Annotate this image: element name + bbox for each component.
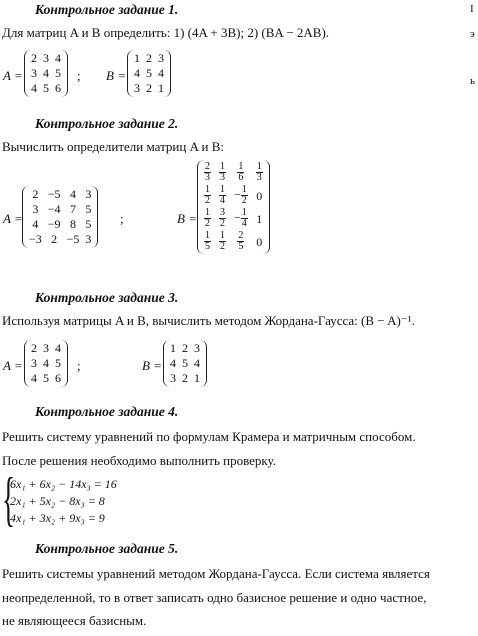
- matrix-cell: 3: [170, 371, 176, 385]
- matrix-cell: [215, 184, 230, 207]
- matrix-cell: 3: [194, 341, 200, 355]
- matrix-cell: −5: [66, 232, 80, 246]
- matrix-cell: 4: [31, 81, 37, 95]
- task1-heading: Контрольное задание 1.: [35, 2, 179, 17]
- matrix-row: [28, 356, 64, 371]
- edge-glyph-2: э: [470, 28, 475, 40]
- task1-matrix-a: [24, 50, 68, 97]
- matrix-cell: 5: [55, 356, 61, 370]
- edge-glyph-1: I: [470, 3, 474, 15]
- matrix-row: [200, 207, 267, 230]
- matrix-cell: 4: [43, 356, 49, 370]
- matrix-cell: −5: [47, 187, 61, 201]
- matrix-cell: 3: [31, 356, 37, 370]
- matrix-cell: 2: [32, 187, 39, 201]
- matrix-cell: 2: [31, 341, 37, 355]
- matrix-cell: 5: [55, 66, 61, 80]
- matrix-cell: 5: [182, 356, 188, 370]
- fraction: $\frac{1}{3}$: [256, 161, 262, 183]
- matrix-cell: 6: [55, 371, 61, 385]
- fraction: $\frac{1}{2}$: [220, 230, 225, 252]
- matrix-cell: −4: [47, 202, 61, 216]
- matrix-row: [131, 81, 167, 96]
- matrix-row: [131, 66, 167, 81]
- matrix-row: [200, 230, 267, 253]
- matrix-cell: [230, 230, 252, 253]
- matrix-cell: 4: [31, 371, 37, 385]
- matrix-cell: 2: [146, 81, 152, 95]
- task3-statement: Используя матрицы A и B, вычислить методом Жордана-Гаусса: (B − A)⁻¹.: [2, 313, 415, 328]
- task1-b-label: B =: [106, 68, 126, 83]
- matrix-row: [26, 232, 94, 247]
- matrix-cell: 1: [134, 51, 140, 65]
- matrix-row: [28, 371, 64, 386]
- matrix-cell: 3: [85, 232, 92, 246]
- fraction: $\frac{1}{2}$: [241, 184, 247, 206]
- matrix-cell: 3: [32, 202, 39, 216]
- matrix-row: [131, 51, 167, 66]
- equation-2: 2x₁ + 5x₂ − 8x₃ = 8: [10, 494, 105, 508]
- matrix-row: [26, 187, 94, 202]
- matrix-cell: [215, 207, 230, 230]
- matrix-cell: 5: [146, 66, 152, 80]
- matrix-cell: 5: [43, 371, 49, 385]
- matrix-cell: 4: [69, 187, 76, 201]
- matrix-row: [26, 202, 94, 217]
- matrix-cell: [230, 161, 252, 184]
- matrix-cell: 2: [182, 371, 188, 385]
- task2-statement: Вычислить определители матриц A и B:: [2, 139, 224, 154]
- task4-statement-line1: Решить систему уравнений по формулам Крамера и матричным способом.: [2, 429, 416, 444]
- matrix-cell: [200, 207, 215, 230]
- matrix-cell: 4: [55, 51, 61, 65]
- matrix-cell: −3: [29, 232, 42, 246]
- task4-heading: Контрольное задание 4.: [35, 404, 179, 419]
- system-brace: {: [2, 466, 15, 532]
- matrix-row: [28, 66, 64, 81]
- task2-a-label: A =: [3, 211, 23, 226]
- task3-matrix-a: [24, 340, 68, 387]
- task3-heading: Контрольное задание 3.: [35, 290, 179, 305]
- task2-heading: Контрольное задание 2.: [35, 116, 179, 131]
- task5-statement-line1: Решить системы уравнений методом Жордана-Гаусса. Если система является: [2, 566, 430, 581]
- matrix-cell: 3: [43, 51, 49, 65]
- matrix-cell: 4: [134, 66, 140, 80]
- task2-matrix-a: [22, 186, 98, 248]
- matrix-cell: 5: [85, 217, 92, 231]
- task5-statement-line3: не являющееся базисным.: [2, 613, 147, 628]
- matrix-cell: 1: [194, 371, 200, 385]
- task3-a-label: A =: [3, 358, 23, 373]
- matrix-row: [200, 184, 267, 207]
- matrix-cell: 3: [158, 51, 164, 65]
- matrix-cell: 4: [32, 217, 39, 231]
- equation-1: 6x₁ + 6x₂ − 14x₃ = 16: [10, 477, 117, 491]
- matrix-row: [167, 371, 203, 386]
- matrix-cell: 3: [43, 341, 49, 355]
- matrix-cell: 3: [85, 187, 92, 201]
- fraction: $\frac{2}{5}$: [238, 230, 244, 252]
- matrix-cell: 2: [51, 232, 58, 246]
- task3-matrix-b: [163, 340, 207, 387]
- fraction: $\frac{1}{4}$: [241, 207, 247, 229]
- fraction: $\frac{1}{3}$: [220, 161, 225, 183]
- matrix-cell: 2: [146, 51, 152, 65]
- fraction: $\frac{3}{2}$: [220, 207, 225, 229]
- matrix-cell: [215, 230, 230, 253]
- matrix-cell: 2: [182, 341, 188, 355]
- matrix-cell: 1: [170, 341, 176, 355]
- task4-statement-line2: После решения необходимо выполнить проверку.: [2, 453, 276, 468]
- matrix-row: [200, 161, 267, 184]
- matrix-cell: 6: [55, 81, 61, 95]
- fraction: $\frac{1}{4}$: [220, 184, 225, 206]
- matrix-row: [167, 356, 203, 371]
- matrix-cell: 3: [31, 66, 37, 80]
- matrix-row: [28, 81, 64, 96]
- equation-3: 4x₁ + 3x₂ + 9x₃ = 9: [10, 511, 105, 525]
- matrix-cell: 5: [43, 81, 49, 95]
- matrix-cell: 1: [256, 211, 263, 226]
- matrix-row: [28, 51, 64, 66]
- matrix-cell: 1: [158, 81, 164, 95]
- fraction: $\frac{1}{5}$: [205, 230, 210, 252]
- task3-b-label: B =: [142, 358, 162, 373]
- matrix-cell: 4: [158, 66, 164, 80]
- matrix-cell: 4: [43, 66, 49, 80]
- matrix-cell: − $\frac{1}{4}$: [234, 207, 247, 229]
- fraction: $\frac{1}{2}$: [205, 207, 210, 229]
- matrix-row: [26, 217, 94, 232]
- matrix-cell: 2: [31, 51, 37, 65]
- matrix-cell: [200, 230, 215, 253]
- matrix-cell: [200, 161, 215, 184]
- task1-statement: Для матриц A и B определить: 1) (4A + 3B); 2) (BA − 2AB).: [2, 25, 330, 40]
- task2-matrix-b: [197, 160, 270, 254]
- matrix-cell: 8: [69, 217, 76, 231]
- matrix-row: [167, 341, 203, 356]
- task1-a-label: A =: [3, 68, 23, 83]
- matrix-cell: 4: [55, 341, 61, 355]
- matrix-cell: 3: [134, 81, 140, 95]
- matrix-row: [28, 341, 64, 356]
- task1-separator: ;: [77, 68, 81, 83]
- matrix-cell: 7: [69, 202, 76, 216]
- matrix-cell: −9: [47, 217, 61, 231]
- matrix-cell: 0: [256, 188, 263, 203]
- task5-statement-line2: неопределенной, то в ответ записать одно базисное решение и одно частное,: [2, 590, 427, 605]
- matrix-cell: 4: [194, 356, 200, 370]
- matrix-cell: 5: [85, 202, 92, 216]
- task2-b-label: B =: [177, 211, 197, 226]
- matrix-cell: [252, 161, 267, 184]
- fraction: $\frac{1}{6}$: [238, 161, 244, 183]
- edge-glyph-3: ь: [470, 75, 476, 87]
- matrix-cell: 0: [256, 234, 263, 249]
- fraction: $\frac{1}{2}$: [205, 184, 210, 206]
- matrix-cell: 4: [170, 356, 176, 370]
- task3-separator: ;: [77, 358, 81, 373]
- matrix-cell: [215, 161, 230, 184]
- task1-matrix-b: [127, 50, 171, 97]
- fraction: $\frac{2}{3}$: [205, 161, 210, 183]
- task2-separator: ;: [120, 211, 124, 226]
- task5-heading: Контрольное задание 5.: [35, 541, 179, 556]
- matrix-cell: − $\frac{1}{2}$: [234, 184, 247, 206]
- matrix-cell: [200, 184, 215, 207]
